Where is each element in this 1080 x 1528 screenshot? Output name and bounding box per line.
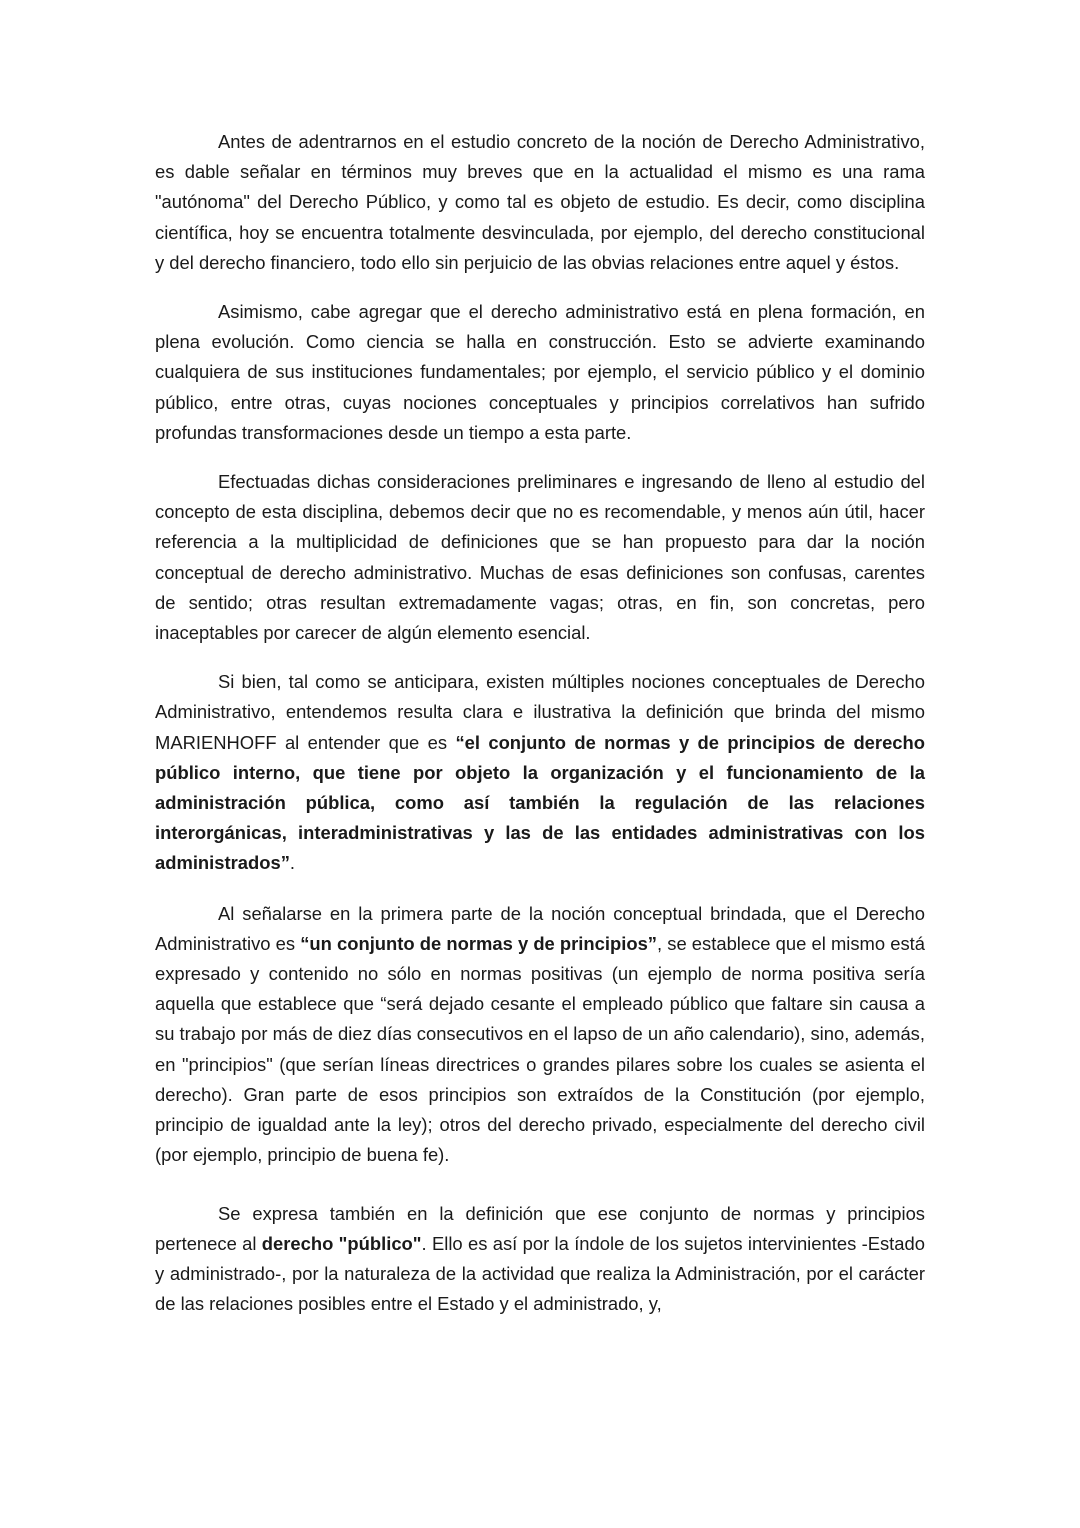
definition-quote: “el conjunto de normas y de principios de derecho público interno, que tiene por objeto la organización y el funcionamiento de la administración pública, como así también la regulación de las relaciones interorgánicas, interadministrativas y las de las entidades administrativas con los administrados” [155, 731, 925, 874]
paragraph-evolucion [155, 297, 925, 448]
emphasis-derecho-publico: derecho "público" [261, 1232, 422, 1254]
paragraph-marienhoff-definition [155, 667, 925, 878]
text-segment: , se establece que el mismo está expresado y contenido no sólo en normas positivas (un ejemplo de norma positiva sería aquella que establece que “será dejado cesante el empleado público que faltare sin causa a su trabajo por más de diez días consecutivos en el lapso de un año calendario), sino, además, en "principios" (que serían líneas directrices o grandes pilares sobre los cuales se asienta el derecho). Gran parte de esos principios son extraídos de la Constitución (por ejemplo, principio de igualdad ante la ley); otros del derecho privado, especialmente del derecho civil (por ejemplo, principio de buena fe). [155, 932, 926, 1166]
text-segment: Efectuadas dichas consideraciones preliminares e ingresando de lleno al estudio del concepto de esta disciplina, debemos decir que no es recomendable, y menos aún útil, hacer referencia a la multiplicidad de definiciones que se han propuesto para dar la noción conceptual de derecho administrativo. Muchas de esas definiciones son confusas, carentes de sentido; otras resultan extremadamente vagas; otras, en fin, son concretas, pero inaceptables por carecer de algún elemento esencial. [155, 471, 925, 644]
paragraph-normas-principios [155, 899, 925, 1171]
text-segment: Al señalarse en la primera parte de la noción conceptual brindada, que el Derecho Administrativo es [155, 902, 925, 954]
text-segment: . [289, 852, 296, 874]
text-segment: Antes de adentrarnos en el estudio concreto de la noción de Derecho Administrativo, es dable señalar en términos muy breves que en la actualidad el mismo es una rama "autónoma" del Derecho Público, y como tal es objeto de estudio. Es decir, como disciplina científica, hoy se encuentra totalmente desvinculada, por ejemplo, del derecho constitucional y del derecho financiero, todo ello sin perjuicio de las obvias relaciones entre aquel y éstos. [155, 131, 925, 273]
emphasis-normas-principios: “un conjunto de normas y de principios” [300, 932, 657, 954]
paragraph-autonomia [155, 127, 925, 278]
text-segment: Si bien, tal como se anticipara, existen múltiples nociones conceptuales de Derecho Administrativo, entendemos resulta clara e ilustrativa la definición que brinda del mismo MARIENHOFF al entender que es [155, 671, 925, 753]
paragraph-definiciones [155, 467, 925, 648]
text-segment: . Ello es así por la índole de los sujetos intervinientes -Estado y administrado-, por la naturaleza de la actividad que realiza la Administración, por el carácter de las relaciones posibles entre el Estado y el administrado, y, [155, 1232, 925, 1315]
document-page [155, 127, 925, 1338]
text-segment: Se expresa también en la definición que ese conjunto de normas y principios pertenece al [155, 1202, 925, 1254]
text-segment: Asimismo, cabe agregar que el derecho administrativo está en plena formación, en plena evolución. Como ciencia se halla en construcción. Esto se advierte examinando cualquiera de sus instituciones fundamentales; por ejemplo, el servicio público y el dominio público, entre otras, cuyas nociones conceptuales y principios correlativos han sufrido profundas transformaciones desde un tiempo a esta parte. [155, 301, 925, 443]
paragraph-derecho-publico [155, 1199, 925, 1320]
